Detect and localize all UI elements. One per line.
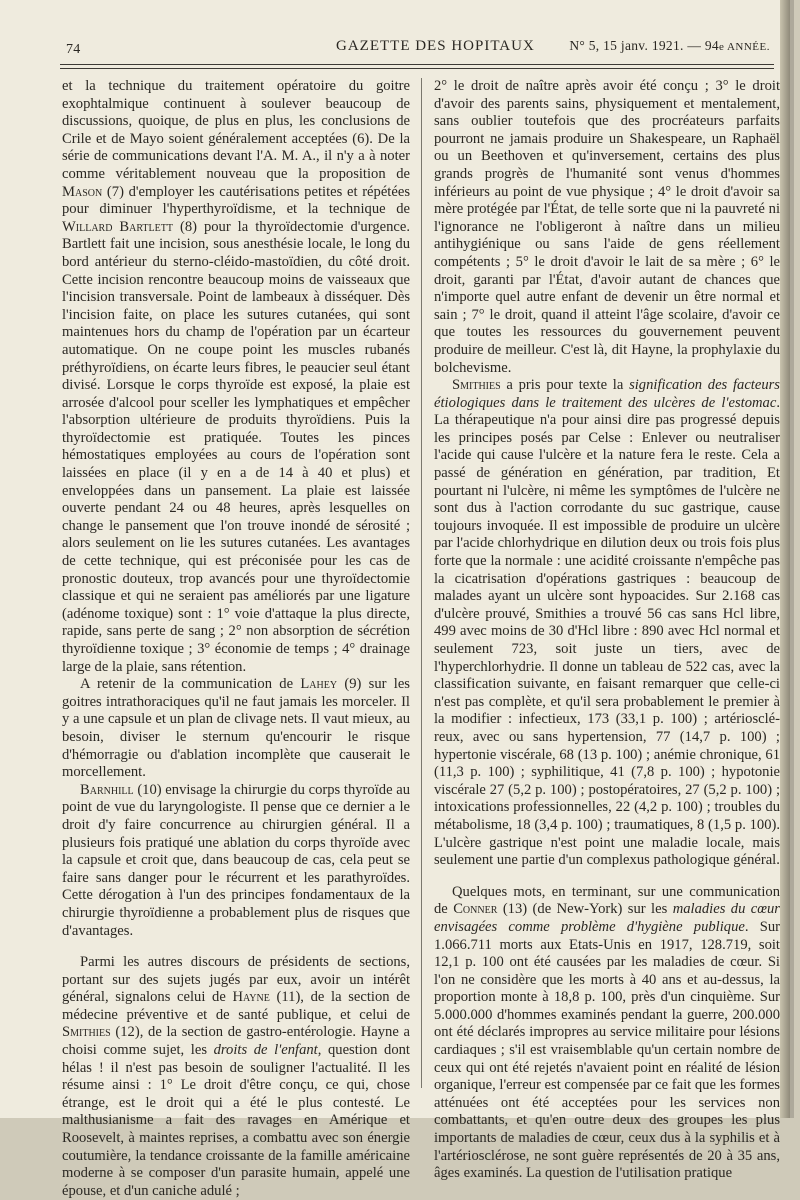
paragraph — [434, 884, 780, 1183]
text-run: (8) pour la thyroïdectomie d'urgence. Bartlett fait une incision, sous anesthésie locale, le long du bord antérieur du sterno-cléido-mastoïdien, du côté droit. Cette incision rencontre beaucoup moins de vaisseaux que l'incision transversale. Point de lambeaux à disséquer. Dès l'incision faite, on place les sutures cutanées, qui sont maintenues hors du champ de l'opération par un écarteur automatique. On ne coupe point les muscles rubanés préthyroïdiens, on écarte leurs fibres, le peaucier seul étant divisé. Lorsque le corps thyroïde est exposé, la plaie est arrosée d'alcool pour sceller les lymphatiques et empêcher l'absorption ultérieure de produits thyroïdiens. Puis la thyroïdectomie est pratiquée. Toutes les pinces hémostatiques employées au cours de l'opération sont laissées en place (il y en a de 14 à 40 et plus) et enveloppées dans un pansement. La plaie est laissée ouverte pendant 24 ou 48 heures, après lesquelles on change le pansement que l'on trouve inondé de sérosité ; alors seulement on lie les sutures cutanées. Les avantages de cette technique, qui est préconisée pour les cas de pronostic douteux, trop avancés pour une thyroïdectomie classique et qui ne seraient pas améliorés par une ligature (adénome toxique) sont : 1° voie d'attaque la plus directe, rapide, sans perte de sang ; 2° non absorption de sécrétion thyroïdienne toxique ; 3° économie de temps ; 4° drainage large de la plaie, sans rétention. — [62, 218, 411, 675]
text-run: 2° le droit de naître après avoir été conçu ; 3° le droit d'avoir des parents sains, physiquement et mentalement, sans oublier toutefois que des procréateurs parfaits pourront ne jamais produire un Shakespeare, un Raphaël ou un Beethoven et qu'inversement, certains des plus grands progrès de l'humanité sont venus d'hommes inférieurs au point de vue physique ; 4° le droit d'avoir sa mère protégée par l'État, de telle sorte que ni la pauvreté ni l'ignorance ne l'obligeront à naître dans un milieu antihygiénique ou sans l'aide de gens réellement compétents ; 5° le droit d'avoir le lait de sa mère ; 6° le droit, garanti par l'État, d'avoir autant de chances que n'importe quel autre enfant de devenir un être normal et sain ; 7° le droit, quand il atteint l'âge scolaire, d'avoir ce que toutes les ressources du gouvernement peuvent produire de meilleur. C'est là, dit Hayne, la prophylaxie du bolchevisme. — [434, 78, 780, 376]
page-number: 74 — [66, 42, 81, 57]
text-run: a pris pour texte la — [506, 377, 624, 394]
right-column — [434, 78, 780, 1183]
paragraph — [62, 782, 410, 940]
paragraph — [434, 78, 780, 377]
text-run: . La thérapeutique n'a pour ainsi dire pas progressé depuis les principes posés par Celse : Enlever ou neutraliser l'acide qui cause l'ulcère et la nature fera le reste. Cela a passé de génération en génération, par tradition, Et pourtant ni l'ulcère, ni même les symptômes de l'ulcère ne sont dus à l'action corrodante du suc gastrique, cause toujours invoquée. Il est impossible de produire un ulcère par l'acide chlorhydrique en dilution deux ou trois fois plus forte que la normale : une acidité croissante n'empêche pas la cicatrisation d'opérations gastriques : beaucoup de malades ayant un ulcère sont hypoacides. Sur 2.168 cas d'ulcère prouvé, Smithies a trouvé 56 cas sans Hcl libre, 499 avec moins de 30 d'Hcl libre : 890 avec Hcl normal et seulement 723, soit juste un tiers, avec de l'hyperchlorhydrie. Il donne un tableau de 522 cas, avec la classification suivante, en faisant remarquer que celle-ci n'est pas complète, et qu'il sera probablement le premier à la modifier : infectieux, 173 (33,1 p. 100) ; artériosclé-reux, avec ou sans hypertension, 77 (14,7 p. 100) ; hypertonie viscérale, 68 (13 p. 100) ; anémie chronique, 61 (11,3 p. 100) ; syphilitique, 41 (7,8 p. 100) ; hypotonie viscérale 27 (5,2 p. 100) ; postopératoires, 27 (5,2 p. 100) ; intoxications professionnelles, 22 (4,2 p. 100) ; troubles du métabolisme, 18 (3,4 p. 100) ; traumatiques, 8 (1,5 p. 100). L'ulcère gastrique n'est point une maladie locale, mais seulement une partie d'un complexus pathologique général. — [434, 394, 780, 869]
text-run: (13) (de New-York) sur les — [502, 901, 668, 918]
column-divider — [421, 78, 422, 1088]
paragraph — [62, 78, 410, 676]
author-name: Conner — [453, 901, 498, 918]
text-run: (9) sur les goitres intrathoraciques qu'il ne faut jamais les morceler. Il y a une capsule et un plan de clivage nets. Il vaut mieux, au besoin, diviser le sternum qu'encourir le risque d'hémorragie ou d'ablation incomplète que causerait le morcellement. — [62, 676, 410, 781]
text-run: , question dont hélas ! il n'est pas besoin de souligner l'actualité. Il les résume ainsi : 1° Le droit d'être conçu, ce qui, chose étrange, est le droit qui a été le plus contesté. Le malthusianisme a fait des ravages en Amérique et Roosevelt, à maintes reprises, a combattu avec son énergie coutumière, la tendance croissante de la famille américaine moderne à se composer d'un parasite humain, appelé une épouse, et d'un caniche adulé ; — [62, 1042, 410, 1199]
author-name: Lahey — [300, 676, 338, 693]
topic-title: signification des facteurs étiologiques dans le traitement des ulcères de l'estomac — [434, 377, 780, 411]
text-run: A retenir de la communication de — [80, 676, 294, 693]
text-run: (7) d'employer les cautérisations petites et répétées pour diminuer l'hyperthyroïdisme, et la technique de — [62, 183, 410, 218]
topic-title: maladies du cœur envisagées comme problème d'hygiène publique — [434, 901, 780, 935]
issue-date: N° 5, 15 janv. 1921. — 94 — [569, 38, 719, 53]
text-run: (11), de la section de médecine préventive et de santé publique, et celui de — [62, 989, 410, 1023]
text-run: Quelques mots, en terminant, sur une communication de — [434, 883, 780, 918]
text-run: . Sur 1.066.711 morts aux Etats-Unis en 1917, 128.719, soit 12,1 p. 100 ont été causées par les maladies de cœur. Si l'on ne considère que les morts à 40 ans et au-dessus, la proportion monte à 18,8 p. 100, près d'un cinquième. Sur 5.000.000 d'hommes examinés pendant la guerre, 200.000 ont été déclarés impropres au service militaire pour lésions cardiaques ; s'il est vraisemblable qu'un certain nombre de ceux qui ont été rejetés n'avaient point en réalité de lésion organique, l'erreur est compensée par ce fait que les formes atténuées ont été acceptées pour les services non combattants, et qu'en outre deux des groupes les plus importants de maladies de cœur, ceux dus à la syphilis et à l'artériosclérose, ne sont guère représentés de 20 à 35 ans, âges examinés. La question de l'utilisation pratique — [434, 918, 780, 1182]
author-name: Mason — [62, 183, 103, 200]
topic-title: droits de l'enfant — [213, 1042, 318, 1059]
author-name: Smithies — [452, 377, 501, 394]
paragraph — [62, 954, 410, 1200]
page-edge — [780, 0, 790, 1118]
author-name: Smithies — [62, 1024, 111, 1041]
left-column — [62, 78, 410, 1200]
text-run: (12), de la section de gastro-entérologie. Hayne a choisi comme sujet, les — [62, 1024, 410, 1059]
paragraph — [434, 377, 780, 870]
issue-suffix: e ANNÉE. — [718, 41, 770, 53]
text-run: (10) envisage la chirurgie du corps thyroïde au point de vue du laryngologiste. Il pense que ce dernier a le droit d'y faire concurrence au chirurgien général. Il a plusieurs fois pratiqué une ablation du corps thyroïde avec la capsule et croit que, dans beaucoup de cas, cela peut se faire sans danger pour le récurrent et les parathyroïdes. Cette dérogation à l'un des principes fondamentaux de la chirurgie thyroïdienne a probablement plus de risques que d'avantages. — [62, 781, 410, 939]
paragraph — [62, 676, 410, 782]
issue-info — [569, 38, 770, 54]
author-name: Willard Bartlett — [62, 218, 173, 235]
header-rule-thick — [60, 64, 774, 65]
journal-title: GAZETTE DES HOPITAUX — [336, 38, 535, 54]
text-run: Parmi les autres discours de présidents de sections, portant sur des sujets jugés par eux, avoir un intérêt général, signalons celui de — [62, 954, 410, 1006]
header-rule-thin — [60, 68, 774, 69]
text-run: et la technique du traitement opératoire du goitre exophtalmique continuent à soulever beaucoup de discussions, quoique, de plus en plus, les conclusions de Crile et de Mayo soient généralement acceptées (6). De la série de communications devant l'A. M. A., il n'y a à noter comme véritablement nouveau que la proposition de — [62, 78, 410, 182]
running-header — [60, 30, 776, 60]
author-name: Barnhill — [80, 781, 134, 798]
author-name: Hayne — [232, 989, 270, 1006]
